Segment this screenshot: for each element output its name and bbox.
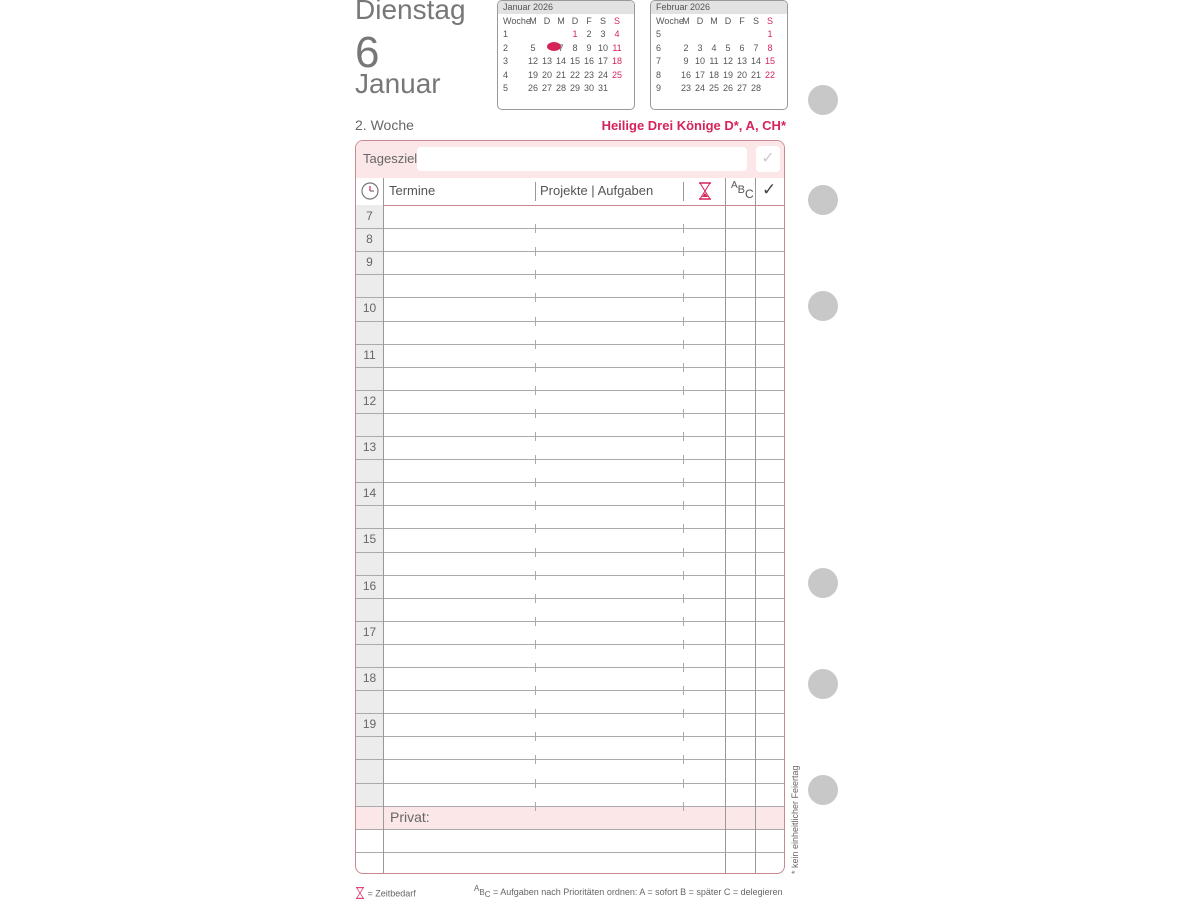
column-tick [683,732,684,736]
mini-calendar-weekday: S [613,16,620,26]
hour-label: 7 [366,209,373,223]
mini-calendar-day: 23 [680,83,691,93]
mini-calendar-week-row [498,82,634,95]
column-tick [535,340,536,344]
column-tick [683,409,684,413]
mini-calendar-day: 13 [736,56,747,66]
mini-calendar-week-label: Woche [503,16,531,26]
day-planner [355,140,785,874]
weekday-label: Dienstag [355,0,466,25]
column-tick [535,686,536,690]
privat-label: Privat: [390,808,430,825]
mini-calendar-day: 20 [541,69,552,80]
column-tick [683,529,684,533]
hour-label: 8 [366,232,373,247]
column-tick [683,483,684,487]
mini-calendar-day: 16 [680,69,691,80]
binder-hole [808,775,838,805]
row-divider [356,598,784,599]
column-tick [683,386,684,390]
hour-label: 18 [362,671,377,685]
abc-priority-icon [731,179,754,201]
daily-goal-label: Tagesziel [363,151,418,166]
binder-hole [808,568,838,598]
column-tick [535,779,536,783]
mini-calendar-day: 13 [541,56,552,66]
mini-calendar-week-number: 1 [503,29,509,39]
mini-calendar-day: 23 [583,69,594,80]
mini-calendar-day: 19 [722,69,733,80]
mini-calendar-january [497,0,635,110]
column-tick [683,548,684,552]
row-divider [356,482,784,483]
mini-calendar-weekday: D [571,16,579,26]
mini-calendar-day: 22 [764,69,775,80]
mini-calendar-weekday: S [752,16,759,26]
daily-goal-check-box[interactable]: ✓ [756,146,780,172]
column-tick [683,460,684,464]
mini-calendar-day: 27 [736,83,747,93]
column-tick [683,252,684,256]
mini-calendar-week-row [651,28,787,41]
mini-calendar-day: 25 [708,83,719,93]
mini-calendar-day: 18 [611,56,622,66]
binder-hole [808,185,838,215]
column-tick [683,755,684,759]
mini-calendar-february [650,0,788,110]
daily-goal-row [356,141,784,179]
hour-label: 13 [362,440,377,454]
column-tick [535,645,536,649]
column-tick [535,322,536,326]
mini-calendar-day: 7 [753,42,759,53]
column-tick [683,779,684,783]
mini-calendar-day: 14 [750,56,761,66]
legend-time-text: = Zeitbedarf [367,888,416,899]
hour-label: 19 [362,717,377,732]
column-tick [683,524,684,528]
mini-calendar-day: 4 [614,29,620,39]
column-tick [535,622,536,626]
mini-calendar-weekday: D [724,16,732,26]
mini-calendar-title: Januar 2026 [498,1,634,14]
column-tick [683,617,684,621]
mini-calendar-day: 21 [750,69,761,80]
column-tick [535,760,536,764]
abc-letter-b: B [479,888,485,897]
mini-calendar-week-row [498,28,634,41]
mini-calendar-week-row [498,42,634,55]
legend-time [355,887,416,901]
mini-calendar-weekday: D [543,16,551,26]
mini-calendar-day: 22 [569,69,580,80]
mini-calendar-day: 25 [611,69,622,80]
mini-calendar-week-row [651,42,787,55]
row-divider [356,713,784,714]
column-tick [683,414,684,418]
column-tick [683,317,684,321]
mini-calendar-day: 17 [597,56,608,66]
column-tick [683,432,684,436]
row-divider [356,759,784,760]
column-tick [683,275,684,279]
column-tick [683,691,684,695]
mini-calendar-day: 18 [708,69,719,80]
row-divider [356,528,784,529]
column-tick [535,391,536,395]
column-tick [683,737,684,741]
column-tick [535,298,536,302]
mini-calendar-week-number: 2 [503,42,509,53]
row-divider [356,251,784,252]
mini-calendar-day: 20 [736,69,747,80]
mini-calendar-title: Februar 2026 [651,1,787,14]
abc-letter-b: B [737,184,746,196]
row-divider [356,690,784,691]
mini-calendar-day: 9 [683,56,689,66]
column-tick [683,640,684,644]
daily-goal-field[interactable] [417,147,747,171]
mini-calendar-day: 28 [750,83,761,93]
mini-calendar-day: 11 [612,42,622,53]
mini-calendar-week-number: 4 [503,69,509,80]
column-tick [535,455,536,459]
row-divider [356,644,784,645]
abc-letter-c: C [484,890,491,899]
mini-calendar-day: 24 [597,69,608,80]
mini-calendar-weekday: S [766,16,773,26]
mini-calendar-week-number: 5 [656,29,662,39]
column-tick [535,229,536,233]
hour-label: 17 [362,624,377,639]
column-tick [683,501,684,505]
mini-calendar-weekday: F [586,16,592,26]
mini-calendar-day: 5 [725,42,731,53]
column-tick [683,270,684,274]
mini-calendar-day: 29 [569,83,580,93]
binder-hole [808,669,838,699]
row-divider [356,829,784,830]
mini-calendar-day: 24 [694,83,705,93]
column-tick [535,732,536,736]
abc-priority-icon [474,884,490,899]
row-divider [356,552,784,553]
mini-calendar-weekday-row [651,15,787,28]
column-tick [535,317,536,321]
column-tick [535,714,536,718]
column-tick [535,478,536,482]
column-tick [683,599,684,603]
mini-calendar-day: 2 [586,29,592,39]
mini-calendar-week-row [651,69,787,82]
mini-calendar-weekday: D [696,16,704,26]
column-tick [535,784,536,788]
column-tick [535,807,536,811]
row-divider [356,344,784,345]
column-tick [535,737,536,741]
mini-calendar-day: 2 [683,42,689,53]
column-tick [683,345,684,349]
mini-calendar-day: 1 [572,29,578,39]
column-tick [535,432,536,436]
column-tick [535,386,536,390]
mini-calendar-week-number: 7 [656,56,662,66]
column-tick [535,576,536,580]
column-tick [535,275,536,279]
mini-calendar-week-row [651,82,787,95]
column-tick [683,784,684,788]
mini-calendar-week-row [498,69,634,82]
column-tick [535,640,536,644]
mini-calendar-week-number: 3 [503,56,509,66]
check-icon: ✓ [762,180,777,199]
mini-calendar-day: 27 [541,83,552,93]
column-tick [683,714,684,718]
mini-calendar-day: 17 [694,69,705,80]
row-divider [356,228,784,229]
column-header-projekte-aufgaben: Projekte | Aufgaben [540,183,654,198]
column-tick [683,224,684,228]
column-tick [683,686,684,690]
mini-calendar-week-row [651,55,787,68]
mini-calendar-day: 28 [555,83,566,93]
abc-letter-c: C [745,187,754,201]
column-tick [535,668,536,672]
mini-calendar-day: 6 [739,42,745,53]
mini-calendar-day: 9 [586,42,592,53]
mini-calendar-weekday: M [710,16,718,26]
column-tick [535,252,536,256]
mini-calendar-weekday: M [557,16,565,26]
mini-calendar-week-number: 6 [656,42,662,53]
row-divider [356,667,784,668]
column-tick [535,529,536,533]
column-tick [683,322,684,326]
mini-calendar-day: 10 [694,56,705,66]
mini-calendar-day: 26 [722,83,733,93]
day-number: 6 [355,28,380,77]
mini-calendar-day: 14 [555,56,566,66]
mini-calendar-day: 10 [597,42,608,53]
mini-calendar-day: 3 [697,42,703,53]
column-tick [683,553,684,557]
column-tick [683,340,684,344]
column-tick [683,391,684,395]
column-tick [535,691,536,695]
mini-calendar-day: 12 [527,56,538,66]
column-tick [535,483,536,487]
mini-calendar-day: 8 [572,42,578,53]
column-tick [535,501,536,505]
row-divider [356,367,784,368]
hour-label: 16 [362,578,377,593]
column-tick [535,548,536,552]
column-tick [535,617,536,621]
row-divider [356,806,784,807]
legend-abc-text: = Aufgaben nach Prioritäten ordnen: A = sofort B = später C = delegieren [492,887,783,897]
column-tick [683,802,684,806]
mini-calendar-day: 5 [530,42,536,53]
column-tick [535,524,536,528]
column-tick [683,645,684,649]
row-divider [356,436,784,437]
column-divider [383,178,384,874]
abc-letter-a: A [731,180,738,191]
binder-hole [808,291,838,321]
mini-calendar-week-row [498,55,634,68]
column-tick [535,755,536,759]
column-tick [535,506,536,510]
column-tick [535,270,536,274]
mini-calendar-weekday: F [739,16,745,26]
legend-abc [474,884,783,899]
column-tick [683,663,684,667]
column-divider [725,178,726,874]
mini-calendar-day: 15 [569,56,580,66]
mini-calendar-day: 31 [597,83,608,93]
hour-label: 15 [362,532,377,547]
column-tick [535,345,536,349]
hour-label: 14 [362,486,377,501]
column-divider [683,182,684,201]
column-tick [535,553,536,557]
hour-label: 10 [362,301,377,316]
row-divider [356,621,784,622]
column-tick [683,506,684,510]
row-divider [356,321,784,322]
column-tick [683,455,684,459]
column-tick [535,409,536,413]
column-tick [683,760,684,764]
mini-calendar-day: 21 [555,69,566,80]
row-divider [356,390,784,391]
column-tick [535,460,536,464]
mini-calendar-day: 16 [583,56,594,66]
mini-calendar-day: 12 [722,56,733,66]
mini-calendar-weekday: M [682,16,690,26]
column-tick [535,802,536,806]
holiday-label: Heilige Drei Könige D*, A, CH* [601,118,786,133]
hourglass-icon [698,182,712,205]
hour-label: 11 [363,347,376,362]
mini-calendar-week-number: 5 [503,83,509,93]
column-tick [535,437,536,441]
column-header-termine: Termine [389,183,436,198]
mini-calendar-day: 7 [558,42,564,53]
column-tick [683,668,684,672]
column-tick [535,247,536,251]
week-number: 2. Woche [355,117,414,133]
column-tick [535,663,536,667]
column-tick [535,599,536,603]
column-tick [683,478,684,482]
column-tick [683,622,684,626]
month-label: Januar [355,68,441,99]
column-tick [683,571,684,575]
column-tick [683,709,684,713]
column-divider [755,178,756,874]
mini-calendar-weekday: M [529,16,537,26]
column-tick [683,298,684,302]
abc-letter-a: A [474,884,480,893]
column-tick [535,293,536,297]
mini-calendar-weekday: S [599,16,606,26]
hourglass-icon [355,887,365,901]
row-divider [356,459,784,460]
planner-header-row [356,178,784,206]
column-tick [683,229,684,233]
column-tick [535,594,536,598]
column-tick [683,247,684,251]
row-divider [356,297,784,298]
column-tick [535,571,536,575]
mini-calendar-day: 8 [767,42,773,53]
row-divider [356,783,784,784]
column-tick [535,709,536,713]
row-divider [356,274,784,275]
mini-calendar-day: 4 [711,42,717,53]
mini-calendar-day: 19 [527,69,538,80]
mini-calendar-day: 3 [600,29,606,39]
row-divider [356,575,784,576]
row-divider [356,505,784,506]
mini-calendar-week-label: Woche [656,16,684,26]
column-tick [535,414,536,418]
column-tick [683,368,684,372]
mini-calendar-week-number: 8 [656,69,662,80]
row-divider [356,736,784,737]
column-tick [683,576,684,580]
column-divider [535,182,536,201]
holiday-footnote: * kein einheitlicher Feiertag [790,765,800,874]
mini-calendar-day: 30 [583,83,594,93]
binder-hole [808,85,838,115]
column-tick [683,807,684,811]
mini-calendar-day: 26 [527,83,538,93]
column-tick [683,437,684,441]
hour-label: 12 [362,393,377,408]
mini-calendar-day: 1 [767,29,773,39]
column-tick [535,224,536,228]
column-tick [683,594,684,598]
mini-calendar-day: 11 [709,56,719,66]
column-tick [683,363,684,367]
mini-calendar-week-number: 9 [656,83,662,93]
hour-label: 9 [366,255,373,270]
mini-calendar-weekday-row [498,15,634,28]
column-tick [683,293,684,297]
column-tick [535,363,536,367]
row-divider [356,413,784,414]
clock-icon [360,181,380,206]
row-divider [356,852,784,853]
mini-calendar-day: 15 [764,56,775,66]
column-tick [535,368,536,372]
